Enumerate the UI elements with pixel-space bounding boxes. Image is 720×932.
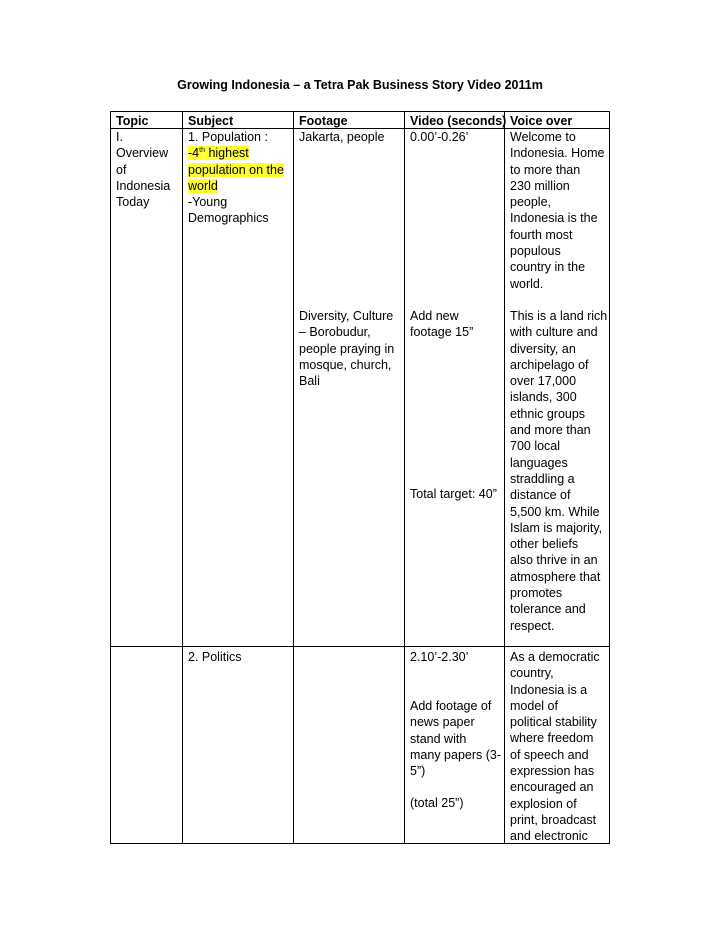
- voice-line: explosion of: [510, 796, 577, 811]
- voice-line: tolerance and: [510, 602, 586, 617]
- document-title: Growing Indonesia – a Tetra Pak Business Story Video 2011m: [177, 78, 543, 92]
- voice-line: This is a land rich: [510, 309, 608, 323]
- footage-line: – Borobudur,: [299, 325, 371, 340]
- voice-line: Islam is majority,: [510, 520, 603, 535]
- footage-line: people praying in: [299, 341, 395, 356]
- topic-line: of: [116, 162, 127, 177]
- footage-text-block: [299, 308, 394, 389]
- voice-line: model of: [510, 698, 558, 713]
- subject-hl-text: world: [188, 178, 218, 193]
- header-subject: Subject: [188, 114, 234, 128]
- header-topic: Topic: [116, 114, 149, 128]
- video-timecode: 0.00’-0.26’: [410, 130, 469, 144]
- voice-line: and more than: [510, 423, 591, 438]
- voice-line: populous: [510, 244, 561, 259]
- subject-hl-rest: highest: [204, 146, 249, 161]
- video-timecode: 2.10’-2.30’: [410, 650, 469, 664]
- voice-line: political stability: [510, 715, 597, 730]
- video-line: Add footage of: [410, 699, 492, 713]
- voice-line: Indonesia is the: [510, 211, 598, 226]
- voice-line: of speech and: [510, 747, 589, 762]
- header-voice-over: Voice over: [510, 114, 573, 128]
- voice-line: ethnic groups: [510, 406, 586, 421]
- video-total: (total 25”): [410, 796, 464, 810]
- voice-line: country in the: [510, 260, 586, 275]
- voice-line: islands, 300: [510, 390, 577, 405]
- subject-line: Demographics: [188, 211, 269, 226]
- voice-line: to more than: [510, 162, 581, 177]
- subject-hl-superscript: th: [199, 147, 205, 155]
- subject-title: 1. Population :: [188, 130, 268, 144]
- voice-over-block: [510, 129, 605, 292]
- subject-hl-text: population on the: [188, 162, 284, 177]
- voice-line: As a democratic: [510, 650, 600, 664]
- voice-line: straddling a: [510, 471, 575, 486]
- voice-line: and electronic: [510, 829, 588, 844]
- footage-line: mosque, church,: [299, 357, 392, 372]
- header-footage: Footage: [299, 114, 348, 128]
- column-divider: [182, 111, 183, 844]
- row-separator: [110, 646, 610, 647]
- voice-line: atmosphere that: [510, 569, 601, 584]
- voice-line: 230 million: [510, 178, 570, 193]
- topic-line: Overview: [116, 146, 169, 161]
- video-total-target: Total target: 40”: [410, 487, 497, 501]
- topic-line: Indonesia: [116, 178, 171, 193]
- video-line: stand with: [410, 731, 467, 746]
- topic-line: Today: [116, 195, 150, 210]
- voice-line: respect.: [510, 618, 555, 633]
- column-divider: [293, 111, 294, 844]
- subject-cell: [188, 129, 284, 227]
- voice-line: 5,500 km. While: [510, 504, 600, 519]
- video-note-block: [410, 698, 501, 779]
- voice-line: promotes: [510, 586, 563, 601]
- voice-line: Welcome to: [510, 130, 576, 144]
- voice-line: also thrive in an: [510, 553, 598, 568]
- voice-line: 700 local: [510, 439, 561, 454]
- table-right-border: [609, 111, 610, 844]
- column-divider: [504, 111, 505, 844]
- voice-line: diversity, an: [510, 341, 576, 356]
- video-line: many papers (3-: [410, 747, 502, 762]
- video-line: footage 15”: [410, 325, 474, 340]
- footage-line: Bali: [299, 374, 320, 389]
- column-divider: [404, 111, 405, 844]
- footage-line: Diversity, Culture: [299, 309, 394, 323]
- voice-line: encouraged an: [510, 780, 594, 795]
- voice-line: expression has: [510, 764, 595, 779]
- voice-line: people,: [510, 195, 552, 210]
- voice-line: over 17,000: [510, 374, 577, 389]
- topic-cell: [116, 129, 170, 210]
- video-line: Add new: [410, 309, 459, 323]
- header-video: Video (seconds): [410, 114, 507, 128]
- voice-line: country,: [510, 666, 554, 681]
- subject-highlight-line: [188, 145, 284, 161]
- video-line: 5”): [410, 764, 426, 779]
- footage-text: Jakarta, people: [299, 130, 385, 144]
- voice-line: Indonesia is a: [510, 682, 588, 697]
- subject-highlight-line: [188, 162, 284, 178]
- voice-over-block: [510, 649, 600, 845]
- subject-hl-prefix: -4: [188, 146, 200, 161]
- subject-line: -Young: [188, 195, 228, 210]
- voice-line: languages: [510, 455, 568, 470]
- topic-line: I.: [116, 130, 123, 144]
- table-top-border: [110, 111, 610, 112]
- table-left-border: [110, 111, 111, 844]
- voice-line: print, broadcast: [510, 812, 597, 827]
- subject-politics: 2. Politics: [188, 650, 242, 664]
- video-note-block: [410, 308, 473, 341]
- voice-line: Indonesia. Home: [510, 146, 605, 161]
- voice-line: fourth most: [510, 227, 573, 242]
- voice-line: other beliefs: [510, 537, 579, 552]
- voice-line: archipelago of: [510, 357, 589, 372]
- voice-line: with culture and: [510, 325, 598, 340]
- voice-line: world.: [510, 276, 544, 291]
- voice-line: where freedom: [510, 731, 594, 746]
- voice-line: distance of: [510, 488, 571, 503]
- subject-highlight-line: [188, 178, 284, 194]
- video-line: news paper: [410, 715, 475, 730]
- voice-over-block: [510, 308, 607, 634]
